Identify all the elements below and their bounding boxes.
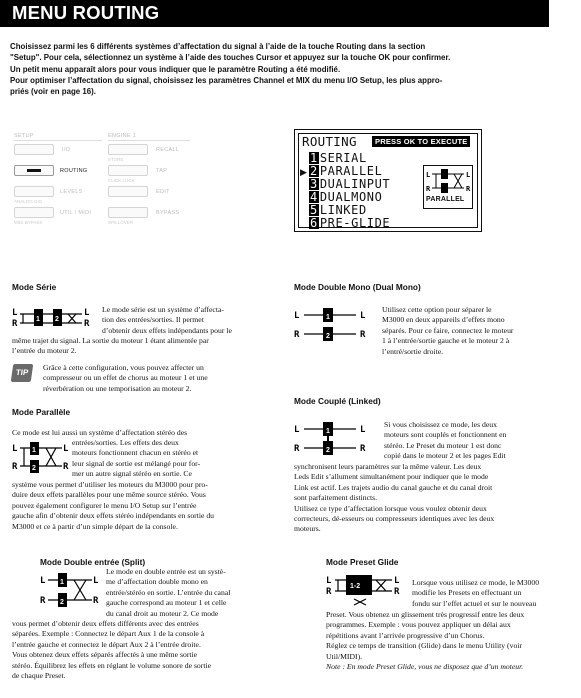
lcd-item-label: DUALINPUT <box>319 177 391 191</box>
text-line: séparés. Pour ce faire, connectez le moteur <box>382 325 514 335</box>
midi-bypass-sub-label: MIDI BYPASS <box>14 220 43 225</box>
levels-button <box>14 186 54 197</box>
panel-divider <box>108 140 190 141</box>
text-line: Vous obtenez deux effets séparés affectés à une même sortie <box>12 650 198 660</box>
text-line: Réglez ce temps de transition (Glide) dans le menu Utility (voir <box>326 641 522 651</box>
diagram-label-l: L <box>466 171 471 179</box>
diagram-label-l: L <box>12 308 18 318</box>
text-line: Utilisez cette option pour séparer le <box>382 305 492 314</box>
diagram-label-r: R <box>360 444 366 454</box>
lcd-item-number: 5 <box>310 203 318 217</box>
diagram-engine-1: 1 <box>60 579 64 586</box>
lcd-menu-item <box>309 165 382 177</box>
text-line: M3000 et ce à partir d’un simple départ de la console. <box>12 521 178 531</box>
lcd-menu-item <box>309 178 390 190</box>
tip-icon: TIP <box>11 364 34 382</box>
diagram-label-l: L <box>93 576 99 586</box>
diagram-label-l: L <box>360 425 366 435</box>
lcd-item-label: LINKED <box>319 203 367 217</box>
dualmono-text <box>382 305 513 357</box>
text-line: vous permet d’obtenir deux effets différents avec des entrées <box>12 619 199 628</box>
text-line: Leds Edit s’allument simultanément pour indiquer que le mode <box>294 472 489 482</box>
text-line: correcteurs, dé-esseurs ou compresseurs identiques avec les deux <box>294 514 495 524</box>
lcd-menu-item <box>309 152 367 164</box>
io-button <box>14 144 54 155</box>
text-line: l’entrée du moteur 2. <box>12 346 77 356</box>
section-title-glide: Mode Preset Glide <box>326 557 399 567</box>
lcd-icon-label: PARALLEL <box>426 196 465 203</box>
text-line: même trajet du signal. La sortie du moteur 1 étant alimentée par <box>12 336 209 345</box>
diagram-label-r: R <box>84 319 90 329</box>
text-line: Util/MIDI). <box>326 651 363 661</box>
diagram-label-r: R <box>93 596 99 606</box>
lcd-press-ok-badge: PRESS OK TO EXECUTE <box>372 136 470 147</box>
diagram-label-l: L <box>12 444 18 454</box>
io-button-label: I/O <box>62 147 71 153</box>
diagram-label-r: R <box>294 444 300 454</box>
bypass-button-label: BYPASS <box>156 210 180 216</box>
lcd-item-label: PRE-GLIDE <box>319 216 391 230</box>
util-midi-button-label: UTIL / MIDI <box>60 210 92 216</box>
linked-text-wrap <box>384 420 506 462</box>
text-line: Le mode série est un système d’affecta- <box>102 305 224 314</box>
recall-button-label: RECALL <box>156 147 180 153</box>
diagram-label-l: L <box>84 308 90 318</box>
diagram-label-r: R <box>426 185 431 193</box>
intro-line: Pour optimiser l’affectation du signal, choisissez les paramètres Channel et MIX du menu I/O Setup, les plus appro- <box>10 75 443 85</box>
diagram-engine-2: 2 <box>32 465 36 472</box>
intro-line: priés (voir en page 16). <box>10 87 96 97</box>
diagram-label-l: L <box>294 311 300 321</box>
diagram-label-r: R <box>12 319 18 329</box>
diagram-label-l: L <box>426 171 431 179</box>
edit-button-label: EDIT <box>156 189 170 195</box>
panel-divider <box>14 140 102 141</box>
lcd-item-number: 2 <box>310 164 318 178</box>
diagram-label-l: L <box>63 444 69 454</box>
text-line: stéréo. Le Preset du moteur 1 est donc <box>384 440 502 450</box>
lcd-parallel-diagram <box>424 166 472 196</box>
analog-dig-sub-label: ANALOG-DIG <box>14 199 43 204</box>
glide-text-wrap <box>412 578 539 609</box>
text-line: d’obtenir deux effets indépendants pour le <box>102 325 232 335</box>
section-title-serie: Mode Série <box>12 282 57 292</box>
bypass-button <box>108 207 148 218</box>
lcd-menu-item <box>309 204 367 216</box>
diagram-label-l: L <box>360 311 366 321</box>
diagram-engine-1: 1 <box>36 316 40 323</box>
text-line: répétitions avant l’arrivée progressive d’un Chorus. <box>326 630 485 640</box>
section-title-parallele: Mode Parallèle <box>12 407 71 417</box>
text-line: moteurs fonctionnent chacun en stéréo et <box>72 448 199 458</box>
text-line: synchronisent leurs paramètres sur la même valeur. Les deux <box>294 462 482 471</box>
panel-engine-label: ENGINE 1 <box>108 133 137 139</box>
spillover-sub-label: SPILLOVER <box>108 220 134 225</box>
text-line: l’entré/sortie droite. <box>382 346 444 356</box>
text-line: M3000 en deux appareils d’effets mono <box>382 315 505 325</box>
glide-note: Note : En mode Preset Glide, vous ne disposez que d’un moteur. <box>326 662 524 672</box>
lcd-menu-item <box>309 191 382 203</box>
text-line: séparées. Exemple : Connectez le départ Aux 1 de la console à <box>12 629 205 639</box>
util-midi-button <box>14 207 54 218</box>
parallele-text-first <box>12 428 187 438</box>
lcd-item-number: 3 <box>310 177 318 191</box>
text-line: me d’affectation double mono en <box>106 577 208 587</box>
text-line: du canal droit au moteur 2. Ce mode <box>106 608 219 618</box>
text-line: Lorsque vous utilisez ce mode, le M3000 <box>412 578 540 587</box>
diagram-engine-1-2: 1-2 <box>350 583 361 590</box>
diagram-engine-1: 1 <box>32 447 36 454</box>
text-line: compresseur ou un effet de chorus au moteur 1 et une <box>43 373 208 383</box>
intro-line: "Setup". Pour cela, sélectionnez un système à l’aide des touches Cursor et appuyez sur la touche OK pour confirmer. <box>10 53 451 63</box>
text-line: moteurs sont couplés et fonctionnent en <box>384 430 507 440</box>
glide-diagram <box>326 573 402 607</box>
parallele-text-wrap <box>72 438 200 480</box>
text-line: mer un autre signal stéréo en sortie. Ce <box>72 469 192 479</box>
text-line: leur signal de sortie est mélangé pour for- <box>72 458 201 468</box>
diagram-label-r: R <box>63 462 69 472</box>
text-line: gauche correspond au moteur 1 et celle <box>106 598 227 608</box>
diagram-label-r: R <box>294 330 300 340</box>
glide-text <box>326 610 524 672</box>
intro-line: Un petit menu apparaît alors pour vous indiquer que le paramètre Routing a été modifié. <box>10 64 341 74</box>
text-line: 1 à l’entrée/sortie gauche et le moteur 2 à <box>382 336 510 346</box>
diagram-label-r: R <box>360 330 366 340</box>
split-text-wrap <box>106 567 230 619</box>
linked-text <box>294 462 494 535</box>
text-line: Link est actif. Les trajets audio du canal gauche et du canal droit <box>294 482 493 492</box>
lcd-title: ROUTING <box>302 134 357 149</box>
diagram-label-r: R <box>12 462 18 472</box>
serie-tip-text <box>43 363 208 394</box>
parallele-text <box>12 480 214 532</box>
recall-button <box>108 144 148 155</box>
page-title: MENU ROUTING <box>12 2 160 23</box>
text-line: Preset. Vous obtenez un glissement très progressif entre les deux <box>326 610 525 619</box>
text-line: pouvez également configurer le menu I/O Setup sur l’entrée <box>12 500 197 510</box>
text-line: programmes. Exemple : vous pouvez appliquer un délai aux <box>326 620 511 630</box>
split-text <box>12 619 211 681</box>
lcd-item-label: PARALLEL <box>319 164 383 178</box>
dualmono-diagram <box>294 306 370 342</box>
serie-text <box>12 336 209 357</box>
serie-diagram <box>12 306 92 328</box>
diagram-label-l: L <box>294 425 300 435</box>
text-line: Utilisez ce type d’affectation lorsque vous voulez obtenir deux <box>294 503 487 513</box>
lcd-item-number: 4 <box>310 190 318 204</box>
routing-button-label: ROUTING <box>60 168 88 174</box>
text-line: système vous permet d’utiliser les moteurs du M3000 pour pro- <box>12 480 208 489</box>
text-line: réverbération ou une temporisation au moteur 2. <box>43 383 192 393</box>
text-line: fondu sur l’effet actuel et sur le nouveau <box>412 598 537 608</box>
lcd-item-number: 6 <box>310 216 318 230</box>
text-line: entrées/sorties. Les effets des deux <box>72 438 179 447</box>
parallele-diagram <box>12 441 72 477</box>
text-line: Si vous choisissez ce mode, les deux <box>384 420 497 429</box>
text-line: duire deux effets parallèles pour une même source stéréo. Vous <box>12 490 206 500</box>
text-line: l’entrée gauche et connectez le départ Aux 2 à l’entrée droite. <box>12 639 201 649</box>
tap-button-label: TAP <box>156 168 168 174</box>
diagram-label-r: R <box>466 185 471 193</box>
text-line: de chaque Preset. <box>12 671 66 681</box>
tap-button <box>108 165 148 176</box>
diagram-label-r: R <box>394 587 400 597</box>
text-line: gauche afin d’obtenir deux effets stéréo indépendants en sortie du <box>12 511 215 521</box>
text-line: Grâce à cette configuration, vous pouvez affecter un <box>43 363 204 372</box>
diagram-label-r: R <box>326 587 332 597</box>
text-line: moteurs. <box>294 524 321 534</box>
text-line: stéréo. Équilibrez les effets en réglant le volume sonore de sortie <box>12 660 212 670</box>
text-line: sont parfaitement distincts. <box>294 493 378 503</box>
edit-button <box>108 186 148 197</box>
lcd-item-label: SERIAL <box>319 151 367 165</box>
intro-line: Choisissez parmi les 6 différents systèmes d’affectation du signal à l’aide de la touche Routing dans la section <box>10 42 426 51</box>
linked-diagram <box>294 420 370 456</box>
routing-led <box>27 169 41 172</box>
lcd-item-label: DUALMONO <box>319 190 383 204</box>
panel-setup-label: SETUP <box>14 133 34 139</box>
diagram-label-l: L <box>40 576 46 586</box>
serie-text-wrap <box>102 305 232 336</box>
section-title-split: Mode Double entrée (Split) <box>40 557 146 567</box>
text-line: Ce mode est lui aussi un système d’affectation stéréo des <box>12 428 188 437</box>
diagram-engine-2: 2 <box>326 447 330 454</box>
diagram-engine-1: 1 <box>326 314 330 321</box>
text-line: Le mode en double entrée est un systè- <box>106 567 226 576</box>
text-line: tion des entrées/sorties. Il permet <box>102 315 204 325</box>
levels-button-label: LEVELS <box>60 189 83 195</box>
diagram-engine-2: 2 <box>55 316 59 323</box>
section-title-linked: Mode Couplé (Linked) <box>294 396 381 406</box>
routing-button <box>14 165 54 176</box>
store-sub-label: STORE <box>108 157 124 162</box>
text-line: modifie les Presets en effectuant un <box>412 588 522 598</box>
diagram-engine-1: 1 <box>326 428 330 435</box>
diagram-engine-2: 2 <box>60 599 64 606</box>
diagram-engine-2: 2 <box>326 333 330 340</box>
section-title-dualmono: Mode Double Mono (Dual Mono) <box>294 282 421 292</box>
diagram-label-l: L <box>326 576 332 586</box>
click-lock-sub-label: CLICK LOCK <box>108 178 135 183</box>
lcd-cursor-arrow: ▶ <box>300 167 307 177</box>
split-diagram <box>40 572 102 612</box>
text-line: entrée/stéréo en sortie. L’entrée du canal <box>106 587 231 597</box>
lcd-menu-item <box>309 217 390 229</box>
lcd-item-number: 1 <box>310 151 318 165</box>
diagram-label-l: L <box>394 576 400 586</box>
intro-paragraph <box>10 41 570 97</box>
text-line: copié dans le moteur 2 et les pages Edit <box>384 451 506 461</box>
diagram-label-r: R <box>40 596 46 606</box>
